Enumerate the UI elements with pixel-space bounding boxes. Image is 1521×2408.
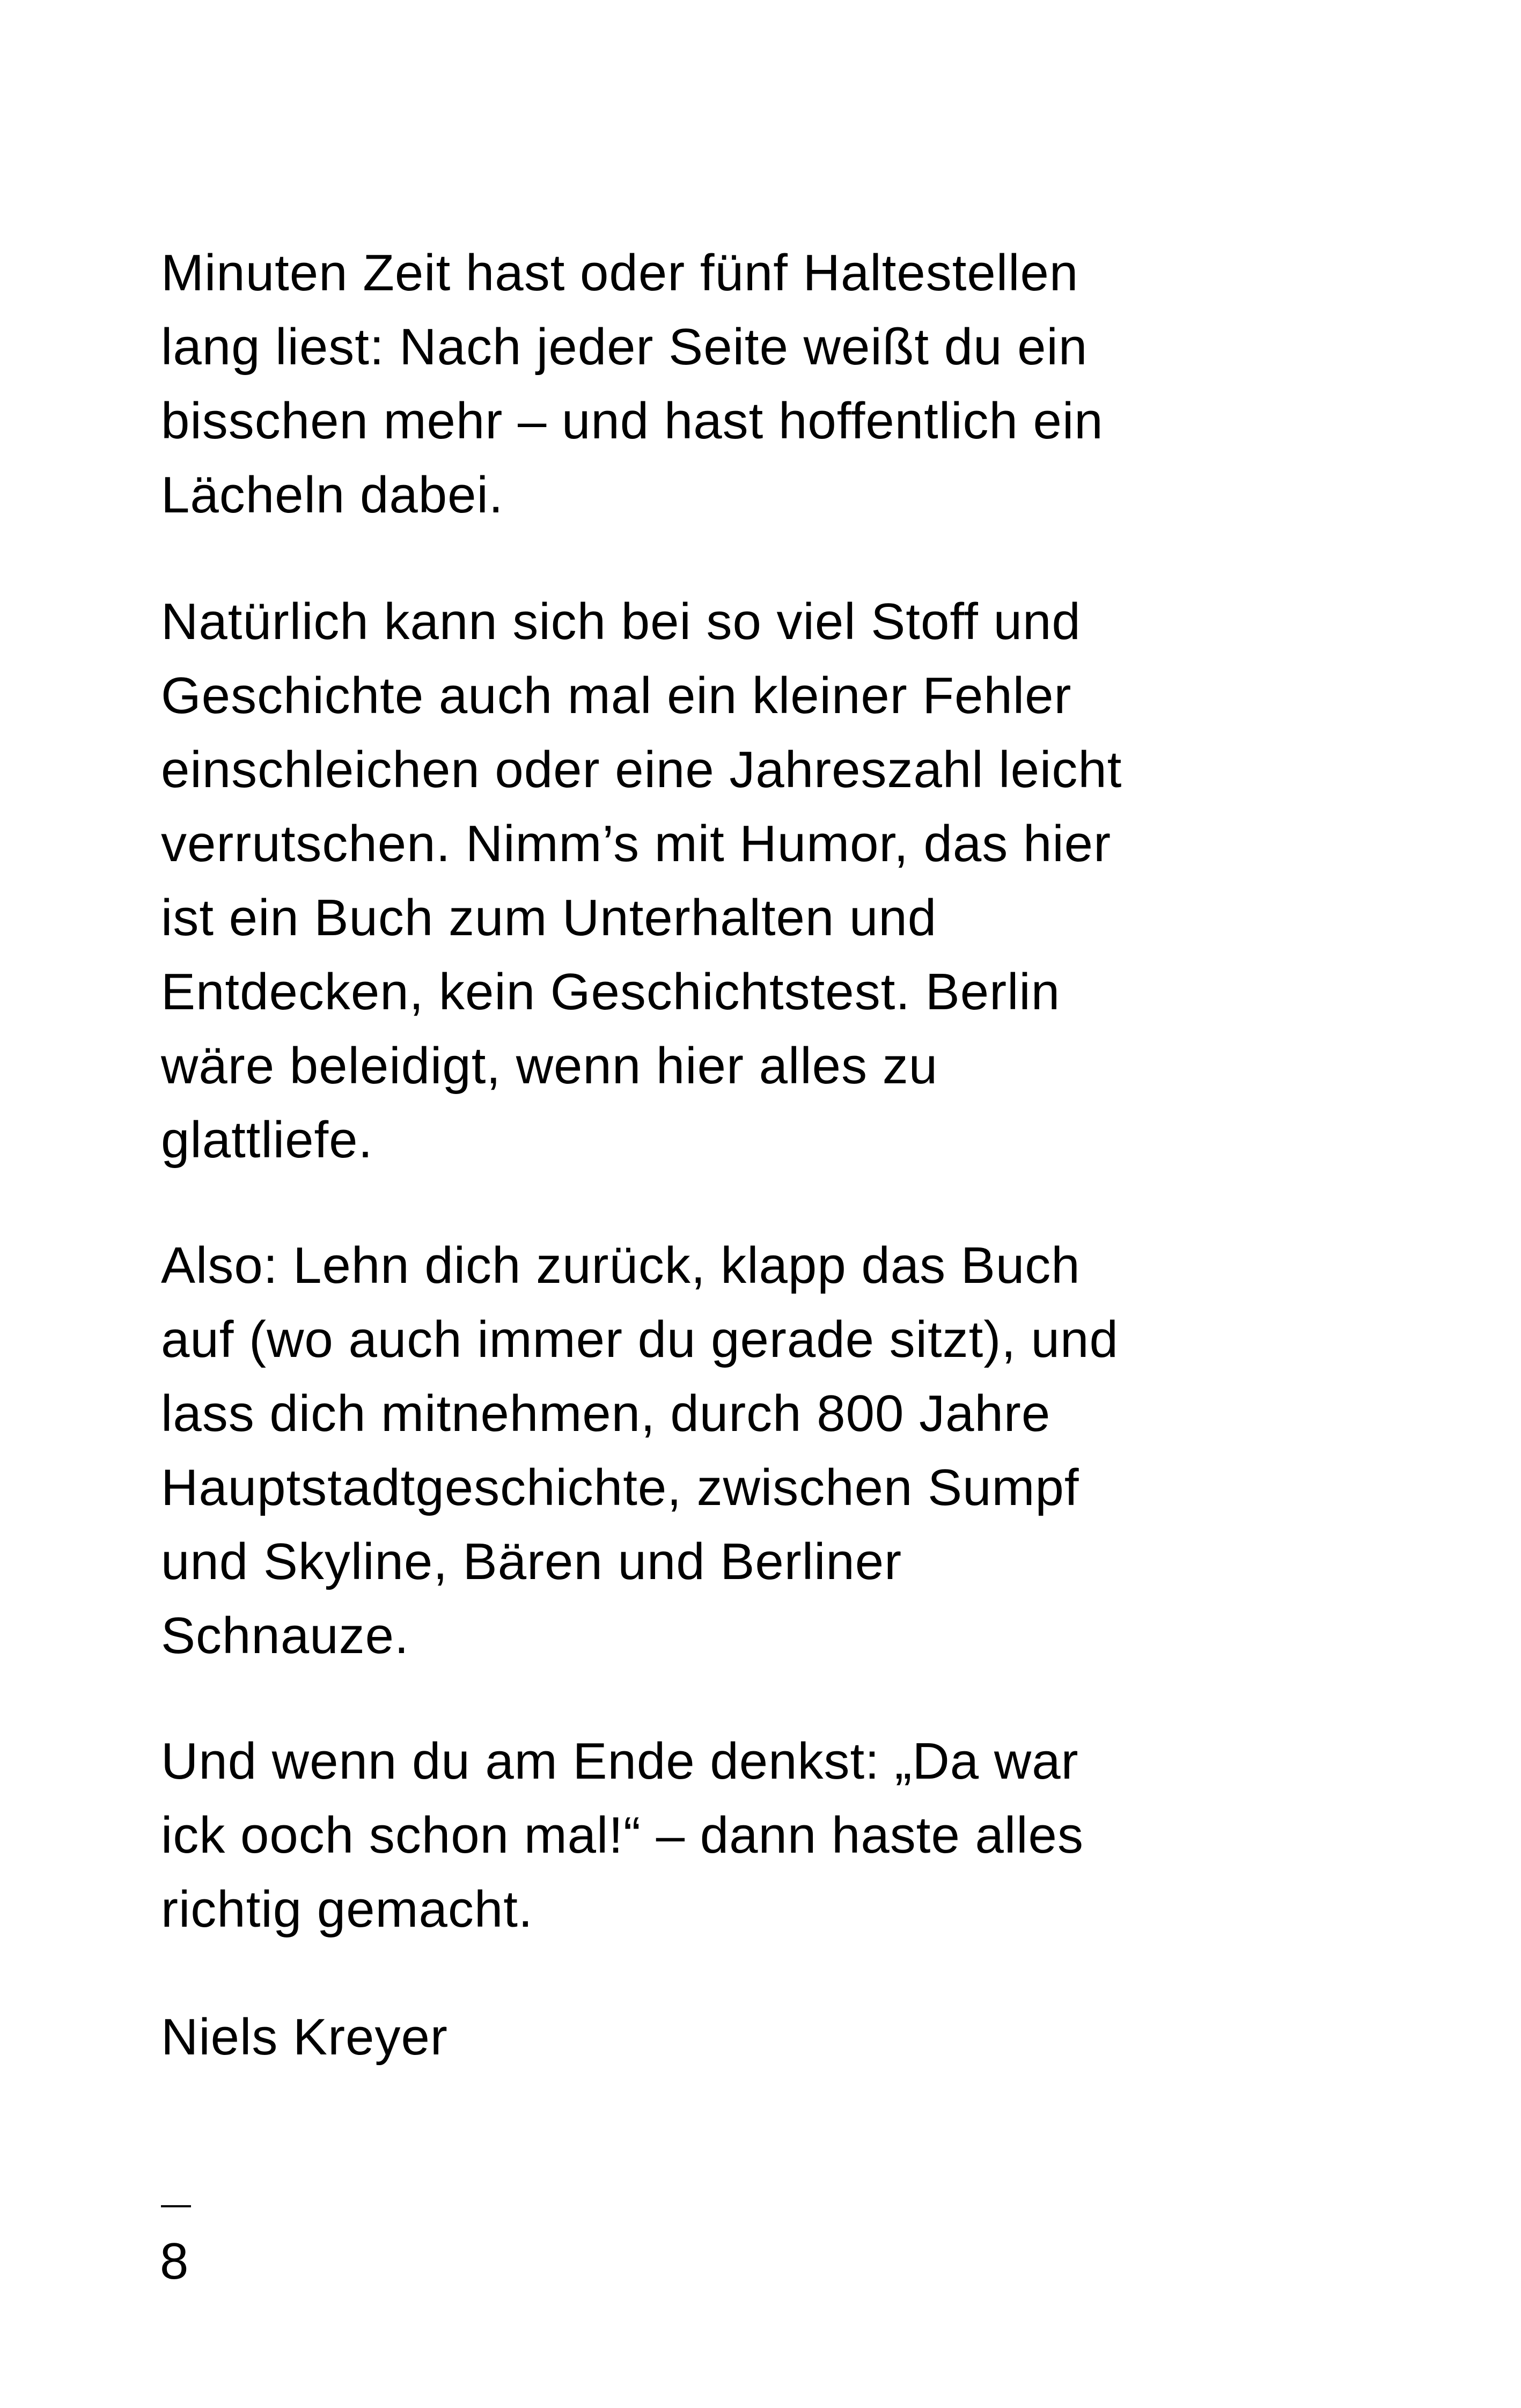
paragraph-4 <box>161 1724 1255 1947</box>
text-line: bisschen mehr – und hast hoffentlich ein <box>161 392 1104 450</box>
text-line: und Skyline, Bären und Berliner <box>161 1533 902 1590</box>
paragraph-3 <box>161 1229 1255 1673</box>
text-line: wäre beleidigt, wenn hier alles zu <box>161 1037 938 1095</box>
text-line: auf (wo auch immer du gerade sitzt), und <box>161 1311 1119 1368</box>
text-line: ick ooch schon mal!“ – dann haste alles <box>161 1807 1084 1864</box>
text-line: lass dich mitnehmen, durch 800 Jahre <box>161 1385 1051 1442</box>
text-line: richtig gemacht. <box>161 1881 533 1938</box>
text-line: Und wenn du am Ende denkst: „Da war <box>161 1732 1079 1790</box>
text-line: Hauptstadtgeschichte, zwischen Sumpf <box>161 1459 1079 1516</box>
text-line: Natürlich kann sich bei so viel Stoff und <box>161 593 1081 650</box>
text-line: Also: Lehn dich zurück, klapp das Buch <box>161 1237 1081 1294</box>
author-signature: Niels Kreyer <box>161 2008 448 2066</box>
text-line: einschleichen oder eine Jahreszahl leicht <box>161 741 1122 798</box>
paragraph-1 <box>161 236 1255 532</box>
text-line: ist ein Buch zum Unterhalten und <box>161 889 937 946</box>
text-line: Minuten Zeit hast oder fünf Haltestellen <box>161 244 1079 302</box>
text-line: Schnauze. <box>161 1607 409 1664</box>
text-line: Entdecken, kein Geschichtstest. Berlin <box>161 963 1061 1021</box>
page-number: 8 <box>160 2233 189 2290</box>
text-line: lang liest: Nach jeder Seite weißt du ein <box>161 318 1088 376</box>
paragraph-2 <box>161 585 1255 1177</box>
text-line: glattliefe. <box>161 1111 373 1169</box>
text-line: verrutschen. Nimm’s mit Humor, das hier <box>161 815 1112 872</box>
text-line: Lächeln dabei. <box>161 466 504 524</box>
text-line: Geschichte auch mal ein kleiner Fehler <box>161 667 1072 724</box>
page-number-rule <box>161 2205 191 2207</box>
